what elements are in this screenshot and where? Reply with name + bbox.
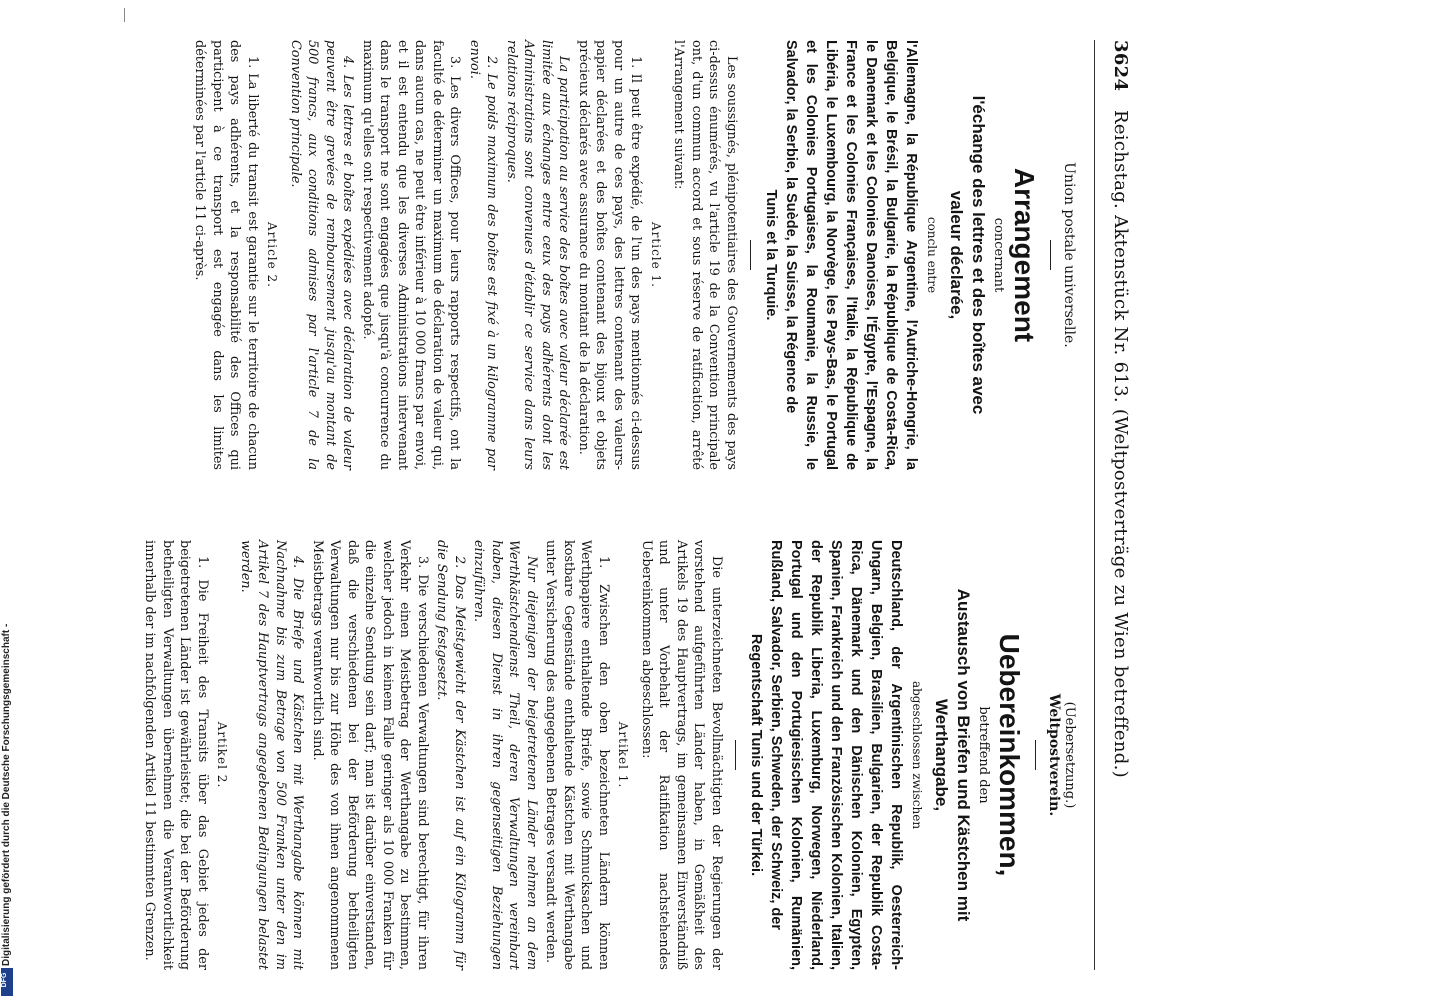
dfg-logo-text: DFG [1,972,8,988]
parties-text: Deutschland, der Argentinischen Republik, Oesterreich-Ungarn, Belgien, Brasilien, Bulgarien, der Republik Costa-Rica, Dänemark und den Dänischen Kolonien, Egypten, Spanien, Frankreich und den Französischen Kolonien, Italien, der Republik Liberia, Luxemburg, Norwegen, Niederland, Portugal und den Portugiesischen Kolonien, Rumänien, Rußland, Salvador, Serbien, Schweden, der Schweiz, der [768,540,904,970]
parties-text: l'Allemagne, la République Argentine, l'Autriche-Hongrie, la Belgique, le Brésil, la Bulgarie, la République de Costa-Rica, le Danemark et les Colonies Danoises, l'Égypte, l'Espagne, la France et les Colonies Françaises, l'Italie, la République de Libéria, le Luxembourg, la Norvège, les Pays-Bas, le Portugal et les Colonies Portugaises, la Roumanie, la Russie, le Salvador, la Serbie, la Suède, la Suisse, la Régence de [783,40,919,470]
subject-line: l'échange des lettres et des boîtes avec [969,95,988,415]
parties-last: Tunis et la Turquie. [763,189,779,321]
paragraph: 2. Le poids maximum des boîtes est fixé à un kilogramme par envoi. [467,40,500,470]
between-de: abgeschlossen zwischen [910,680,924,830]
page-header [1095,40,1135,970]
preamble: Les soussignés, plénipotentiaires des Gouvernements des pays ci-dessus énumérés, vu l'article 19 de la Convention principale ont, d'un commun accord et sous réserve de ratification, arrêté l'Arrangement suivant: [671,40,739,470]
parties-de [746,540,906,970]
between-fr: conclu entre [925,216,939,294]
subject-fr [945,40,989,470]
scan-mark [124,8,125,22]
paragraph: Nur diejenigen der beigetretenen Länder nehmen an dem Werthkästchendienst Theil, deren Verwaltungen vereinbart haben, diesen Dienst in ihren gegenseitigen Beziehungen einzuführen. [471,540,539,970]
title-fr: Arrangement [1009,167,1040,343]
german-column [139,540,1077,970]
paragraph: 1. Il peut être expédié, de l'un des pays mentionnés ci-dessus pour un autre de ces pays, des lettres contenant des valeurs-papier déclarées et des boîtes contenant des bijoux et objets précieux déclarés avec assurance du montant de la déclaration. [576,40,644,470]
body-de [141,540,725,970]
concernant-de: betreffend den [976,706,991,804]
paragraph: 3. Les divers Offices, pour leurs rapports respectifs, ont la faculté de déterminer un maximum de déclaration de valeur qui, dans aucun cas, ne peut être inférieur à 10 000 francs par envoi, et il est entendu que les diverses Administrations intervenant dans le transport ne sont engagées que jusqu'à concurrence du maximum qu'elles ont respectivement adopté. [360,40,463,470]
article-heading: Article 1. [649,222,663,288]
paragraph: 1. Die Freiheit des Transits über das Gebiet jedes der beigetretenen Länder ist gewährleistet; die bei der Beförderung betheiligten Verwaltungen übernehmen die Verantwortlichkeit innerhalb der im nachfolgenden Artikel 11 bestimmten Grenzen. [142,540,210,970]
paragraph: 3. Die verschiedenen Verwaltungen sind berechtigt, für ihren Verkehr einen Meistbetrag der Werthangabe zu bestimmen, welcher jedoch in keinem Falle geringer als 10 000 Franken für die einzelne Sendung sein darf; man ist darüber einverstanden, daß die verschiedenen bei der Beförderung betheiligten Verwaltungen nur bis zur Höhe des von ihnen angenommenen Meistbetrags verantwortlich sind. [310,540,430,970]
divider [1035,740,1036,770]
header-rule [1094,40,1095,970]
concernant-fr: concernant [991,217,1006,293]
subject-de [930,540,974,970]
article-heading: Artikel 1. [616,721,631,789]
page-number: 3624 [1110,40,1131,92]
divider [750,240,751,270]
article-heading: Artikel 2. [215,721,230,789]
divider [1050,240,1051,270]
subject-line: valeur déclarée, [947,190,966,320]
translation-note: (Uebersetzung.) [1062,701,1077,809]
paragraph: 4. Die Briefe und Kästchen mit Werthangabe können mit Nachnahme bis zum Betrage von 500 Franken unter den im Artikel 7 des Hauptvertrags angegebenen Bedingungen belastet werden. [238,540,306,970]
digitization-credit [1,606,13,966]
subject-line: Austausch von Briefen und Kästchen mit [954,588,973,922]
paragraph: 4. Les lettres et boîtes expédiées avec déclaration de valeur peuvent être grevées de remboursement jusqu'au montant de 500 francs, aux conditions admises par l'article 7 de la Convention principale. [288,40,356,470]
subject-line: Werthangabe, [932,698,951,812]
rotated-content [120,40,1135,970]
divider [735,740,736,770]
paragraph: 2. Das Meistgewicht der Kästchen ist auf ein Kilogramm für die Sendung festgesetzt. [434,540,467,970]
preamble: Die unterzeichneten Bevollmächtigten der Regierungen der vorstehend aufgeführten Länder haben, in Gemäßheit des Artikels 19 des Hauptvertrags, im gemeinsamen Einverständniß und unter Vorbehalt der Ratifikation nachstehendes Uebereinkommen abgeschlossen: [639,540,724,970]
paragraph: La participation au service des boîtes avec valeur déclarée est limitée aux échanges entre ceux des pays adhérents dont les Administrations sont convenues d'établir ce service dans leurs relations réciproques. [504,40,572,470]
parties-fr [761,40,921,470]
paragraph: 1. La liberté du transit est garantie sur le territoire de chacun des pays adhérents, et la responsabilité des Offices qui participent à ce transport est engagée dans les limites déterminées par l'article 11 ci-après. [192,40,260,470]
french-column [189,40,1077,470]
credit-text: Digitalisierung gefördert durch die Deutsche Forschungsgemeinschaft - [1,623,12,966]
paragraph: 1. Zwischen den oben bezeichneten Ländern können Werthpapiere enthaltende Briefe, sowie Schmucksachen und kostbare Gegenstände enthaltende Kästchen mit Werthangabe unter Versicherung des angegebenen Betrages versandt werden. [543,540,611,970]
dfg-logo [1,968,13,996]
union-label-fr: Union postale universelle. [1061,162,1077,348]
header-text: Reichstag. Aktenstück Nr. 613. (Weltpostverträge zu Wien betreffend.) [1110,110,1131,778]
article-heading: Article 2. [265,222,280,288]
parties-last: Regentschaft Tunis und der Türkei. [748,633,764,877]
title-de: Uebereinkommen, [994,633,1025,877]
union-label-de: Weltpostverein. [1046,693,1062,817]
body-fr [191,40,740,470]
